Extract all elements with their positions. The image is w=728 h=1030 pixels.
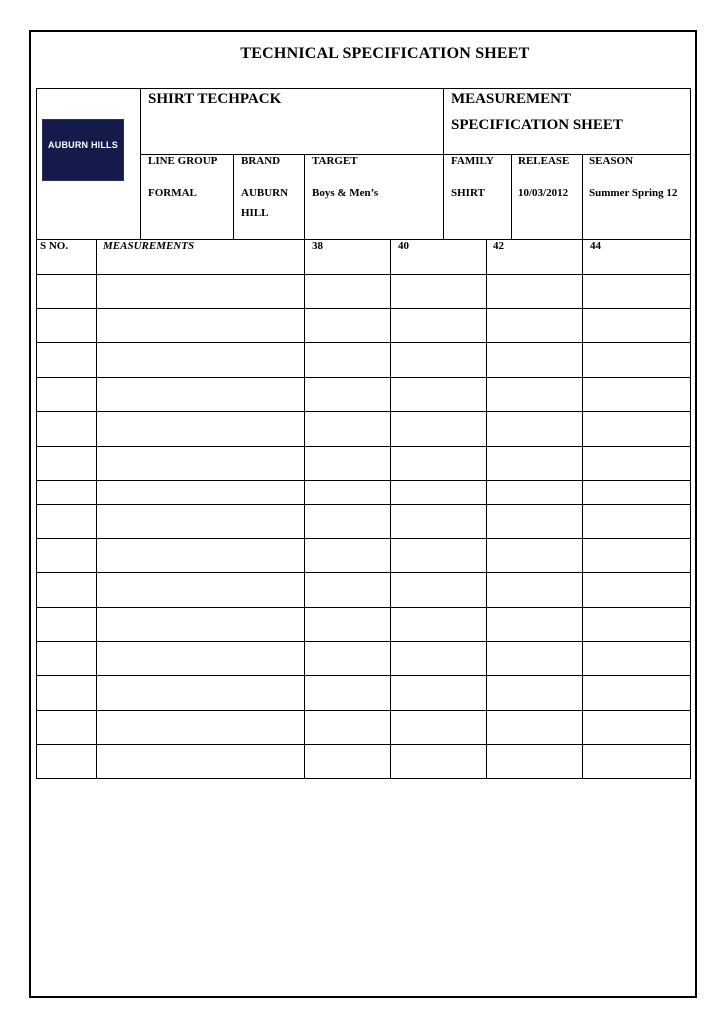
table-row [37,481,690,504]
table-row [37,505,690,538]
brand-value-line1: AUBURN [241,187,289,199]
table-row [37,642,690,675]
target-value: Boys & Men’s [312,187,379,199]
family-label: FAMILY [451,155,494,167]
table-top-line [36,239,691,240]
table-row-line [36,778,691,779]
release-label: RELEASE [518,155,570,167]
header-divider-target [304,154,305,239]
line-group-label: LINE GROUP [148,155,218,167]
table-row [37,378,690,411]
header-right-line [690,88,691,240]
table-row [37,676,690,710]
brand-logo [42,119,124,181]
measurement-title-line2: SPECIFICATION SHEET [451,117,623,133]
table-row [37,539,690,572]
header-top-line [36,88,691,89]
target-label: TARGET [312,155,358,167]
table-row [37,608,690,641]
col-header-42: 42 [493,240,504,252]
table-row [37,309,690,342]
header-logo-divider [140,88,141,239]
header-measure-divider [443,88,444,239]
header-divider-season [582,154,583,239]
measurement-title-line1: MEASUREMENT [451,91,572,107]
col-header-sno: S NO. [40,240,69,252]
header-divider-release [511,154,512,239]
table-row [37,711,690,744]
techpack-title: SHIRT TECHPACK [148,91,282,107]
table-column-line [690,239,691,779]
col-header-measurements: MEASUREMENTS [103,240,195,252]
table-row [37,275,690,308]
release-value: 10/03/2012 [518,187,569,199]
header-left-line [36,88,37,240]
header-divider-brand [233,154,234,239]
season-label: SEASON [589,155,634,167]
brand-label: BRAND [241,155,281,167]
brand-logo-text: AUBURN HILLS [48,140,118,150]
col-header-44: 44 [590,240,601,252]
table-row [37,343,690,377]
table-row [37,412,690,446]
col-header-38: 38 [312,240,323,252]
table-row [37,447,690,480]
season-value: Summer Spring 12 [589,187,678,199]
line-group-value: FORMAL [148,187,197,199]
brand-value-line2: HILL [241,207,269,219]
table-row [37,745,690,778]
col-header-40: 40 [398,240,409,252]
table-row [37,573,690,607]
sheet-title: TECHNICAL SPECIFICATION SHEET [240,45,530,62]
family-value: SHIRT [451,187,485,199]
